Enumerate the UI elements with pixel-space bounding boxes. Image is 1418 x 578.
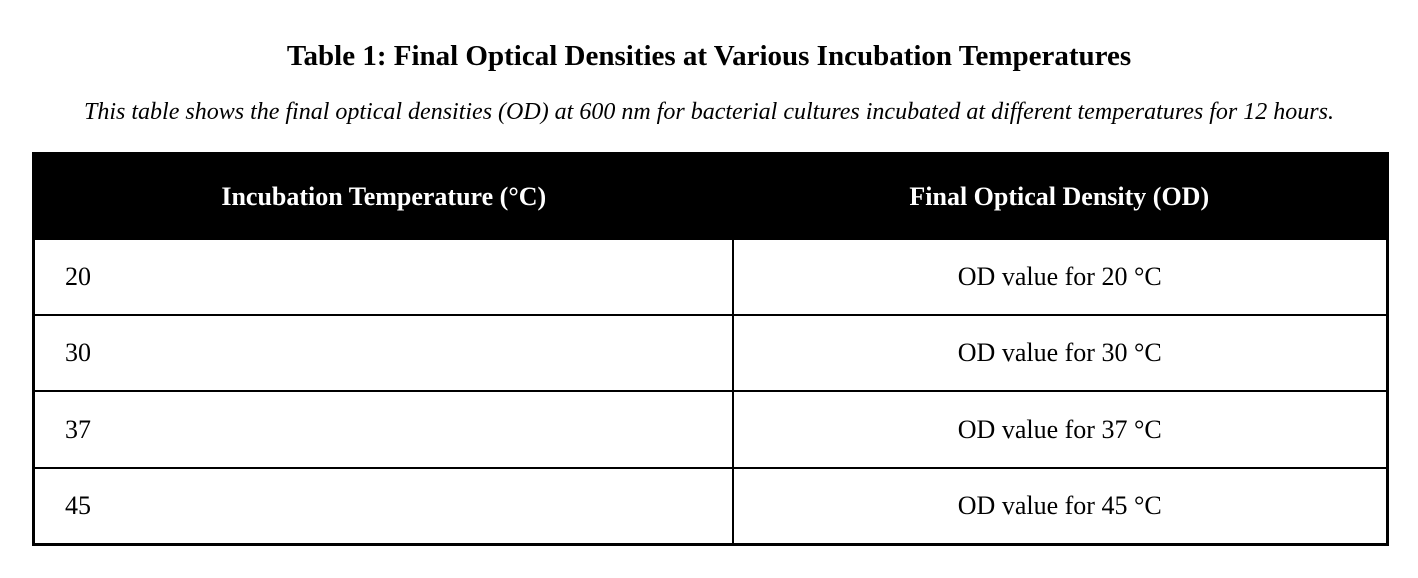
header-row: [34, 154, 1388, 240]
table-title: Table 1: Final Optical Densities at Various Incubation Temperatures: [286, 40, 1132, 72]
temperature-cell: 20: [34, 239, 733, 315]
table-row: [34, 315, 1388, 391]
optical-density-cell: OD value for 37 °C: [733, 391, 1388, 467]
optical-density-cell: OD value for 45 °C: [733, 468, 1388, 545]
temperature-cell: 45: [34, 468, 733, 545]
column-header-optical-density: Final Optical Density (OD): [733, 154, 1388, 240]
table-caption: This table shows the final optical densities (OD) at 600 nm for bacterial cultures incubated at different temperatures for 12 hours.: [84, 99, 1334, 125]
optical-density-cell: OD value for 20 °C: [733, 239, 1388, 315]
temperature-cell: 30: [34, 315, 733, 391]
optical-density-cell: OD value for 30 °C: [733, 315, 1388, 391]
data-table: [32, 152, 1389, 546]
table-row: [34, 391, 1388, 467]
column-header-temperature: Incubation Temperature (°C): [34, 154, 733, 240]
table-row: [34, 239, 1388, 315]
temperature-cell: 37: [34, 391, 733, 467]
table-row: [34, 468, 1388, 545]
